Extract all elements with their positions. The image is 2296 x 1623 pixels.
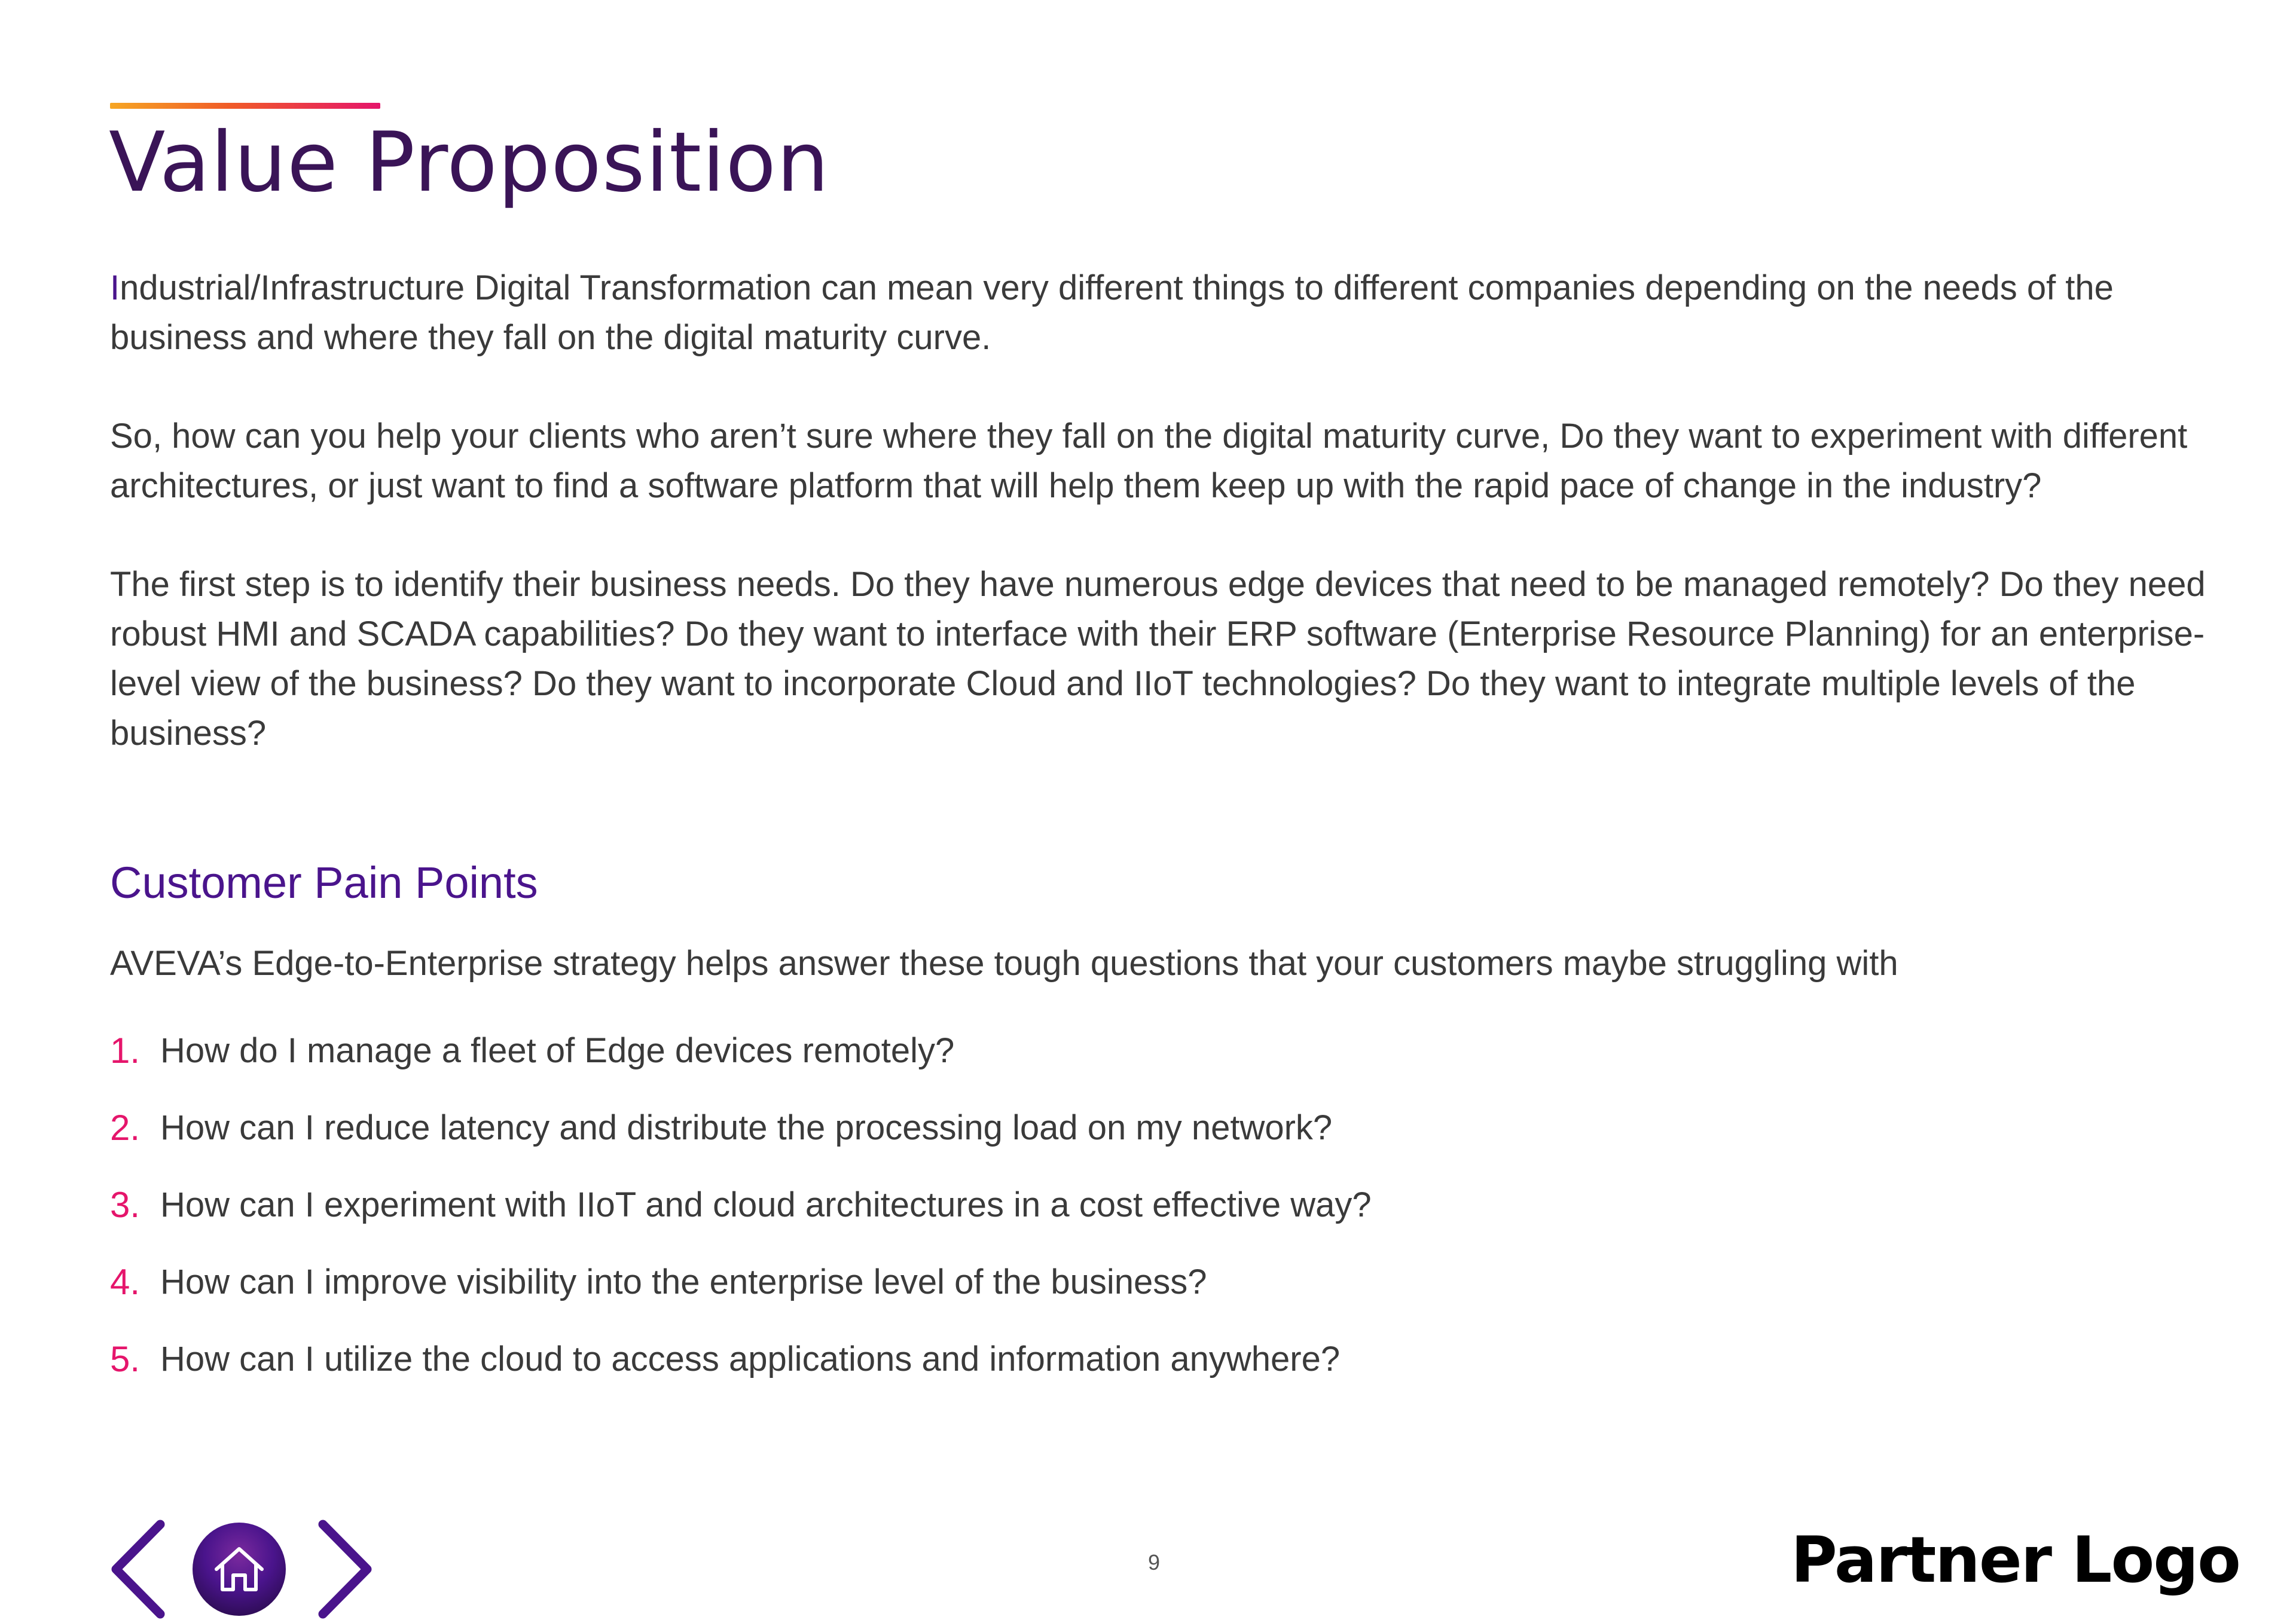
chevron-right-icon[interactable] xyxy=(316,1518,375,1620)
list-text: How can I utilize the cloud to access applications and information anywhere? xyxy=(160,1340,1341,1379)
intro-paragraph: The first step is to identify their business needs. Do they have numerous edge devices that need to be managed remotely? Do they need robust HMI and SCADA capabilities? Do they want to interface with their ERP software (Enterprise Resource Planning) for an enterprise-level view of the business? Do they want to incorporate Cloud and IIoT technologies? Do they want to integrate multiple levels of the business? xyxy=(110,565,2206,753)
list-item xyxy=(110,1258,1372,1335)
intro-paragraph: Industrial/Infrastructure Digital Transformation can mean very different things to different companies depending on the needs of the business and where they fall on the digital maturity curve. xyxy=(110,268,2114,357)
title-accent-line xyxy=(110,103,380,109)
intro-paragraph: So, how can you help your clients who aren’t sure where they fall on the digital maturity curve, Do they want to experiment with different architectures, or just want to find a software platform that will help them keep up with the rapid pace of change in the industry? xyxy=(110,417,2188,505)
list-number: 4. xyxy=(110,1262,141,1302)
list-text: How do I manage a fleet of Edge devices remotely? xyxy=(160,1031,955,1070)
intro-section xyxy=(110,263,2215,807)
list-number: 1. xyxy=(110,1031,141,1071)
home-button[interactable] xyxy=(193,1523,286,1616)
page-navigation xyxy=(108,1518,375,1620)
list-item xyxy=(110,1335,1372,1413)
pain-points-list xyxy=(110,1027,1372,1413)
page-number: 9 xyxy=(1147,1550,1161,1575)
home-icon xyxy=(209,1539,269,1599)
list-item xyxy=(110,1027,1372,1104)
list-number: 3. xyxy=(110,1185,141,1225)
list-text: How can I improve visibility into the enterprise level of the business? xyxy=(160,1263,1207,1301)
list-item xyxy=(110,1104,1372,1181)
list-text: How can I reduce latency and distribute the processing load on my network? xyxy=(160,1108,1333,1147)
list-number: 5. xyxy=(110,1339,141,1379)
list-item xyxy=(110,1181,1372,1258)
partner-logo: Partner Logo xyxy=(1791,1523,2240,1597)
chevron-left-icon[interactable] xyxy=(108,1518,167,1620)
section-heading: Customer Pain Points xyxy=(110,858,538,907)
section-intro: AVEVA’s Edge-to-Enterprise strategy helps answer these tough questions that your customers maybe struggling with xyxy=(110,944,1898,983)
page-title: Value Proposition xyxy=(109,114,830,210)
list-text: How can I experiment with IIoT and cloud architectures in a cost effective way? xyxy=(160,1185,1372,1224)
list-number: 2. xyxy=(110,1108,141,1148)
